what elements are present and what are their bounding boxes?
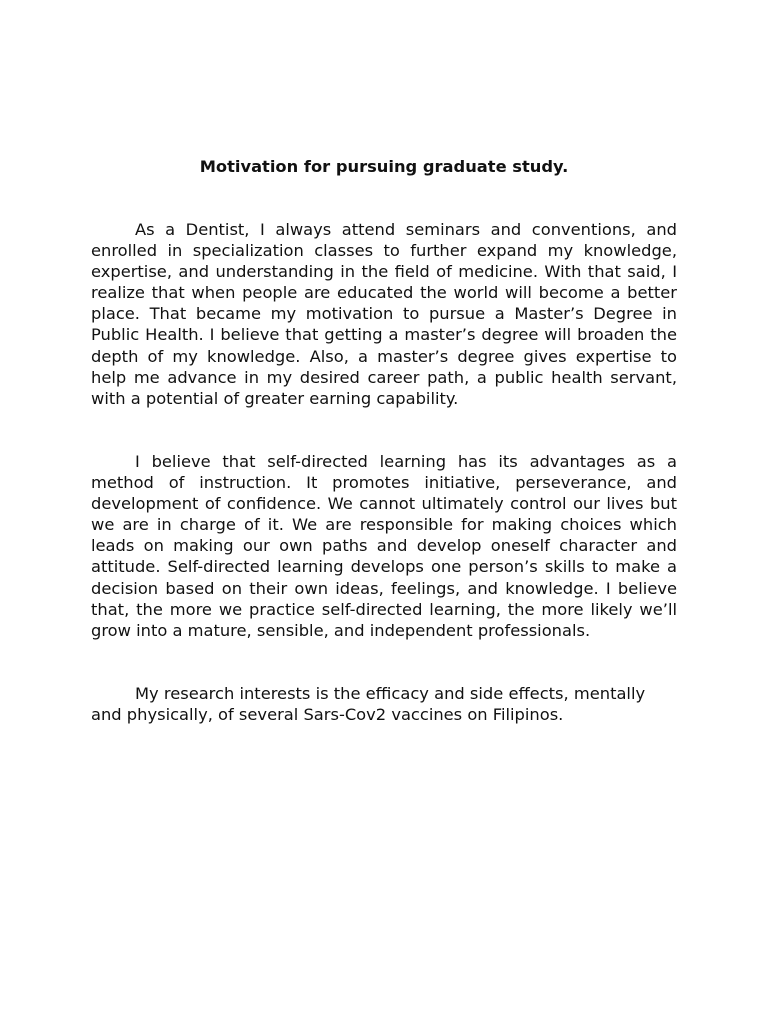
paragraph-research-interests: My research interests is the efficacy and side effects, mentally and physically, of several Sars-Cov2 vaccines on Filipinos.	[91, 684, 646, 725]
paragraph-self-directed-learning: I believe that self-directed learning has its advantages as a method of instruction. It promotes initiative, perseverance, and development of confidence. We cannot ultimately control our lives but we are in charge of it. We are responsible for making choices which leads on making our own paths and develop oneself character and attitude. Self-directed learning develops one person’s skills to make a decision based on their own ideas, feelings, and knowledge. I believe that, the more we practice self-directed learning, the more likely we’ll grow into a mature, sensible, and independent professionals.	[91, 452, 677, 640]
paragraph-motivation: As a Dentist, I always attend seminars and conventions, and enrolled in specialization classes to further expand my knowledge, expertise, and understanding in the field of medicine. With that said, I realize that when people are educated the world will become a better place. That became my motivation to pursue a Master’s Degree in Public Health. I believe that getting a master’s degree will broaden the depth of my knowledge. Also, a master’s degree gives expertise to help me advance in my desired career path, a public health servant, with a potential of greater earning capability.	[91, 220, 677, 408]
document-title: Motivation for pursuing graduate study.	[199, 157, 569, 176]
